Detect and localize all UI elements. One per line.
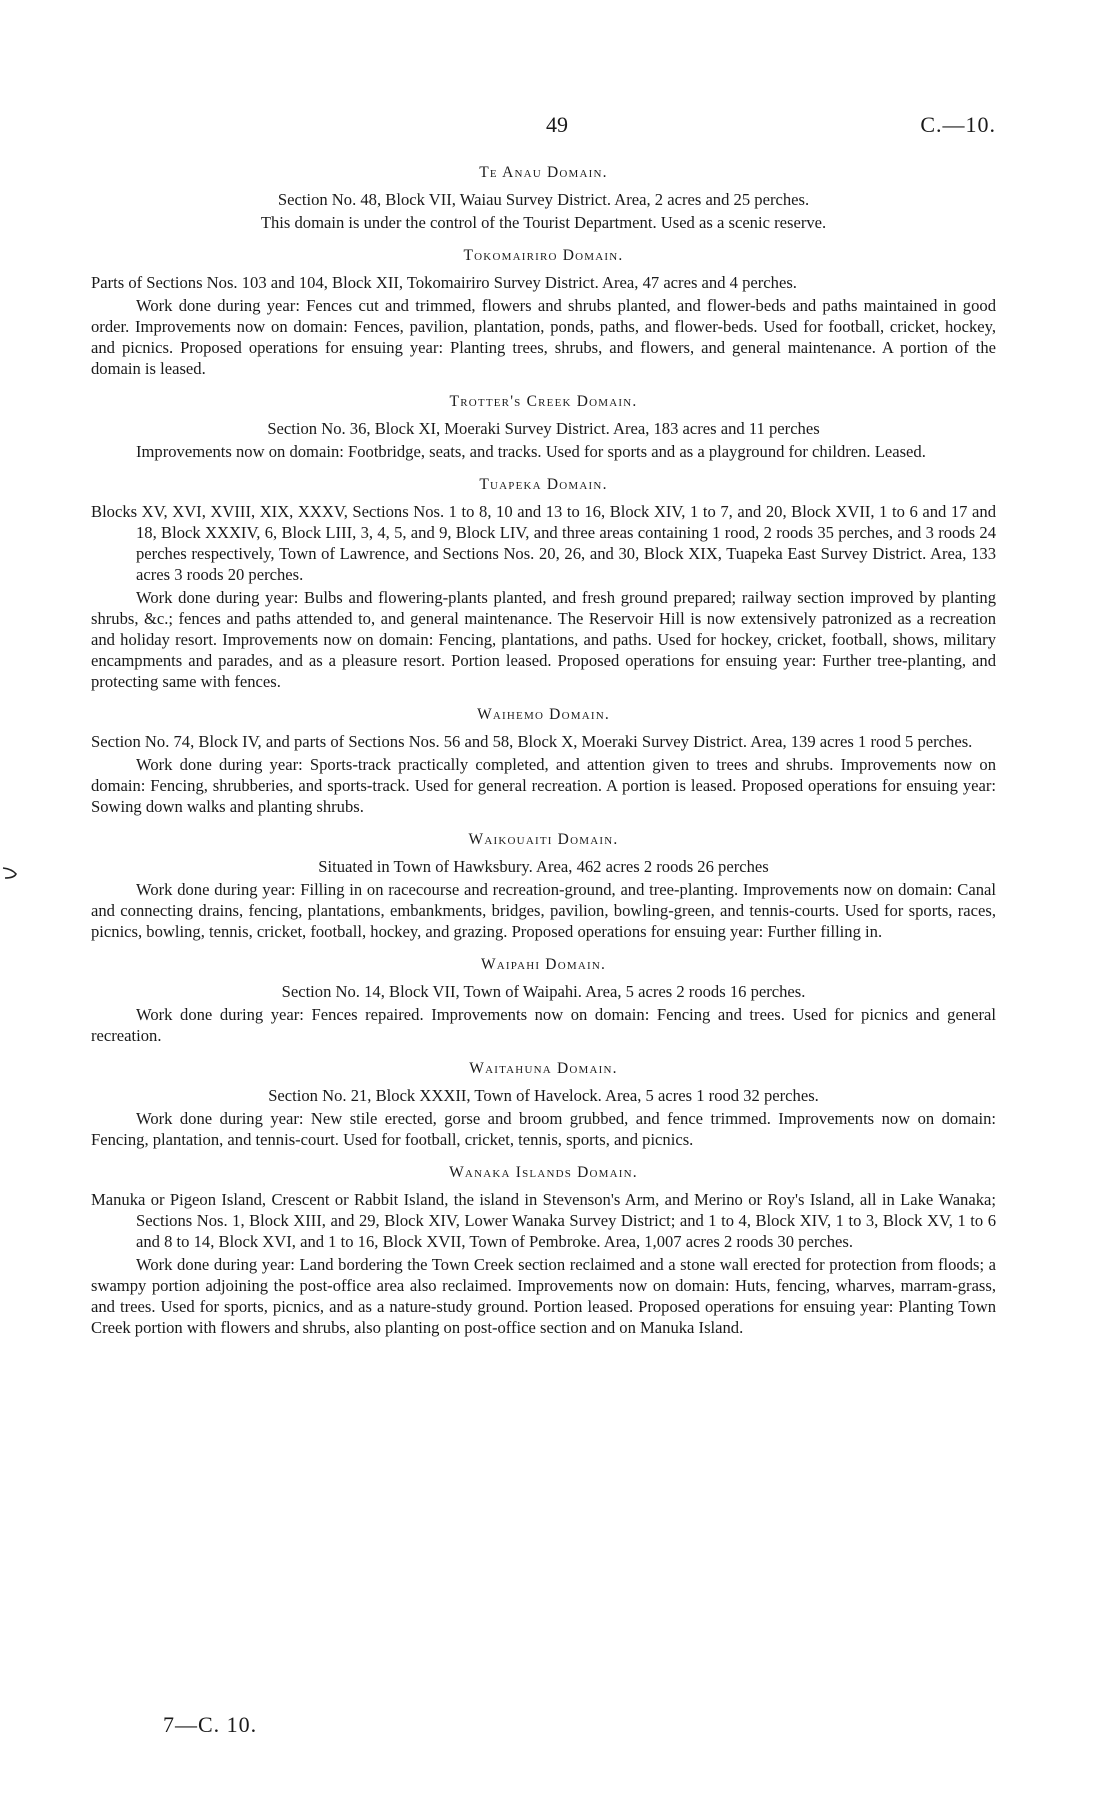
- domain-paragraph: Work done during year: Bulbs and flowering-plants planted, and fresh ground prepared; railway section improved by planting shrubs, &c.; fences and paths attended to, and general maintenance. The Reservoir Hill is now extensively patronized as a recreation and holiday resort. Improvements now on domain: Fencing, plantations, and paths. Used for hockey, cricket, football, shows, military encampments and parades, and as a pleasure resort. Portion leased. Proposed operations for ensuing year: Further tree-planting, and protecting same with fences.: [91, 588, 996, 691]
- domain-section: [91, 704, 996, 817]
- domain-heading: Waikouaiti Domain.: [468, 831, 619, 848]
- printer-signature: 7—C. 10.: [163, 1712, 258, 1737]
- domain-paragraph: Work done during year: New stile erected, gorse and broom grubbed, and fence trimmed. Improvements now on domain: Fencing, plantation, and tennis-court. Used for football, cricket, tennis, sports, and picnics.: [91, 1109, 996, 1149]
- domain-list: [91, 162, 996, 1345]
- domain-heading: Wanaka Islands Domain.: [449, 1164, 638, 1181]
- domain-location: Situated in Town of Hawksbury. Area, 462 acres 2 roods 26 perches: [318, 857, 769, 876]
- domain-section: [91, 829, 996, 942]
- domain-heading: Tuapeka Domain.: [479, 476, 608, 493]
- domain-paragraph: This domain is under the control of the Tourist Department. Used as a scenic reserve.: [260, 213, 827, 232]
- domain-location: Section No. 14, Block VII, Town of Waipahi. Area, 5 acres 2 roods 16 perches.: [281, 982, 806, 1001]
- domain-section: [91, 474, 996, 692]
- page-number: 49: [546, 112, 568, 137]
- domain-section: [91, 1058, 996, 1150]
- domain-paragraph: Work done during year: Sports-track practically completed, and attention given to trees and shrubs. Improvements now on domain: Fencing, shrubberies, and sports-track. Used for general recreation. A portion is leased. Proposed operations for ensuing year: Sowing down walks and planting shrubs.: [91, 755, 996, 816]
- domain-heading: Waihemo Domain.: [477, 706, 610, 723]
- domain-location: Section No. 21, Block XXXII, Town of Havelock. Area, 5 acres 1 rood 32 perches.: [268, 1086, 819, 1105]
- domain-location: Manuka or Pigeon Island, Crescent or Rabbit Island, the island in Stevenson's Arm, and Merino or Roy's Island, all in Lake Wanaka; Sections Nos. 1, Block XIII, and 29, Block XIV, Lower Wanaka Survey District; and 1 to 4, Block XIV, 1 to 3, Block XV, 1 to 6 and 8 to 14, Block XVI, and 1 to 16, Block XVII, Town of Pembroke. Area, 1,007 acres 2 roods 30 perches.: [91, 1190, 996, 1251]
- domain-location: Section No. 36, Block XI, Moeraki Survey District. Area, 183 acres and 11 perches: [267, 419, 820, 438]
- domain-section: [91, 391, 996, 462]
- domain-heading: Trotter's Creek Domain.: [449, 393, 638, 410]
- domain-section: [91, 162, 996, 233]
- domain-location: Section No. 74, Block IV, and parts of Sections Nos. 56 and 58, Block X, Moeraki Survey District. Area, 139 acres 1 rood 5 perches.: [91, 732, 973, 751]
- domain-location: Blocks XV, XVI, XVIII, XIX, XXXV, Sections Nos. 1 to 8, 10 and 13 to 16, Block XIV, 1 to 7, and 20, Block XVII, 1 to 6 and 17 and 18, Block XXXIV, 6, Block LIII, 3, 4, 5, and 9, Block LIV, and three areas containing 1 rood, 2 roods 35 perches, and 3 roods 24 perches respectively, Town of Lawrence, and Sections Nos. 20, 26, and 30, Block XIX, Tuapeka East Survey District. Area, 133 acres 3 roods 20 perches.: [91, 502, 996, 584]
- domain-heading: Tokomairiro Domain.: [463, 247, 624, 264]
- domain-heading: Te Anau Domain.: [479, 164, 608, 181]
- document-code: C.—10.: [920, 112, 996, 137]
- domain-heading: Waipahi Domain.: [480, 956, 607, 973]
- domain-section: [91, 1162, 996, 1338]
- margin-mark-icon: [2, 866, 20, 880]
- domain-section: [91, 245, 996, 379]
- domain-paragraph: Work done during year: Land bordering the Town Creek section reclaimed and a stone wall erected for protection from floods; a swampy portion adjoining the post-office area also reclaimed. Improvements now on domain: Huts, fencing, wharves, marram-grass, and trees. Used for sports, picnics, and as a nature-study ground. Portion leased. Proposed operations for ensuing year: Planting Town Creek portion with flowers and shrubs, also planting on post-office section and on Manuka Island.: [91, 1255, 996, 1337]
- domain-paragraph: Work done during year: Fences cut and trimmed, flowers and shrubs planted, and flower-beds and paths maintained in good order. Improvements now on domain: Fences, pavilion, plantation, ponds, paths, and flower-beds. Used for football, cricket, hockey, and picnics. Proposed operations for ensuing year: Planting trees, shrubs, and flowers, and general maintenance. A portion of the domain is leased.: [91, 296, 996, 378]
- domain-paragraph: Improvements now on domain: Footbridge, seats, and tracks. Used for sports and as a playground for children. Leased.: [136, 442, 926, 461]
- domain-location: Section No. 48, Block VII, Waiau Survey District. Area, 2 acres and 25 perches.: [277, 190, 810, 209]
- domain-paragraph: Work done during year: Filling in on racecourse and recreation-ground, and tree-planting. Improvements now on domain: Canal and connecting drains, fencing, plantations, embankments, bridges, pavilion, bowling-green, and tennis-courts. Used for sports, races, picnics, bowling, tennis, cricket, football, hockey, and grazing. Proposed operations for ensuing year: Further filling in.: [91, 880, 996, 941]
- domain-section: [91, 954, 996, 1046]
- domain-paragraph: Work done during year: Fences repaired. Improvements now on domain: Fencing and trees. Used for picnics and general recreation.: [91, 1005, 996, 1045]
- domain-location: Parts of Sections Nos. 103 and 104, Block XII, Tokomairiro Survey District. Area, 47 acres and 4 perches.: [91, 273, 797, 292]
- domain-heading: Waitahuna Domain.: [469, 1060, 618, 1077]
